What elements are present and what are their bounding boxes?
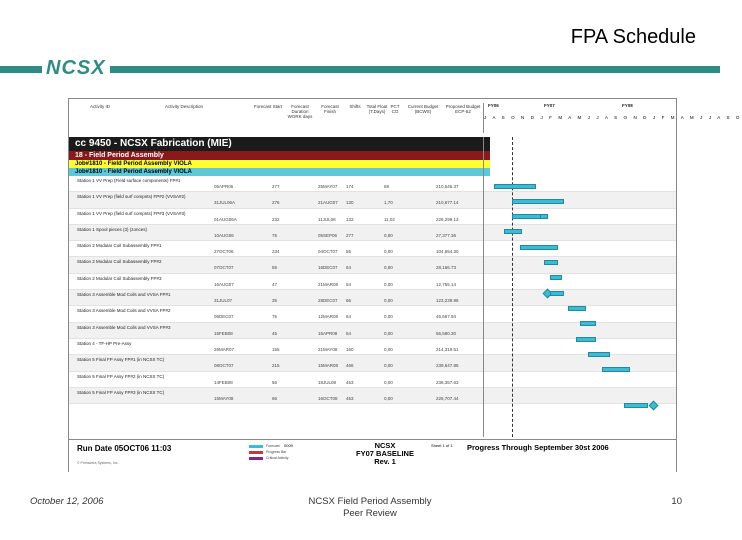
legend bbox=[249, 443, 289, 461]
row-dur: 232 bbox=[272, 216, 280, 222]
row-name: Station 2 Modular Coil Subassembly FP#2 bbox=[77, 259, 162, 265]
legend-critical: Critical Activity bbox=[249, 455, 289, 461]
row-name: Station 1 Spool pieces (3) (zonces) bbox=[77, 226, 148, 232]
row-pct: 1,70 bbox=[384, 200, 393, 206]
row-pct: 11,02 bbox=[384, 216, 395, 222]
band-job: Job#1810 - Field Period Assembly VIOLA bbox=[69, 160, 490, 168]
footer-center-line2: Peer Review bbox=[343, 508, 397, 519]
schedule-footer bbox=[69, 439, 676, 472]
baseline-title: NCSX FY07 BASELINE Rev. 1 bbox=[356, 441, 414, 466]
row-name: Station 2 Modular Coil Subassembly FP#3 bbox=[77, 275, 162, 281]
row-start: 31JUL07 bbox=[214, 298, 233, 304]
schedule-image bbox=[68, 98, 742, 472]
row-values bbox=[214, 282, 456, 287]
row-finish: 16OCT08 bbox=[318, 395, 338, 401]
gantt-bar-2 bbox=[512, 199, 564, 204]
row-finish: 21MAY08 bbox=[318, 346, 338, 352]
gantt-milestone-14 bbox=[649, 401, 659, 411]
row-name: Station 2 Modular Coil Subassembly FP#1 bbox=[77, 243, 162, 249]
row-pct: 0,00 bbox=[384, 379, 393, 385]
row-dur: 75 bbox=[272, 314, 278, 320]
row-start: 10AUG06 bbox=[214, 232, 234, 238]
row-float: 130 bbox=[346, 200, 354, 206]
row-dur: 55 bbox=[272, 265, 278, 271]
row-float: 174 bbox=[346, 184, 354, 189]
row-start: 14FEB08 bbox=[214, 379, 233, 385]
band-fpa: 18 - Field Period Assembly bbox=[69, 151, 490, 160]
row-finish: 04OCT07 bbox=[318, 249, 338, 255]
slide-title: FPA Schedule bbox=[570, 26, 696, 48]
row-finish: 15MAR08 bbox=[318, 363, 339, 369]
row-dur: 66 bbox=[272, 395, 278, 401]
row-budget: 239,647.85 bbox=[436, 363, 459, 369]
row-float: 453 bbox=[346, 395, 354, 401]
row-start: 01AUG06A bbox=[214, 216, 237, 222]
gantt-bar-14 bbox=[624, 403, 648, 408]
run-date: Run Date 05OCT06 11:03 bbox=[77, 444, 172, 453]
row-values bbox=[214, 347, 459, 352]
row-finish: 11JUL08 bbox=[318, 216, 336, 222]
month-row: J A S O N D J F M A M J J A S O N D J F M A M J J A S O bbox=[484, 115, 742, 120]
row-values bbox=[214, 298, 459, 303]
footer-center-line1: NCSX Field Period Assembly bbox=[308, 496, 432, 507]
col-forecast-finish: Forecast Finish bbox=[321, 104, 339, 114]
row-name: Station 5 Final FP Assy FP#3 (in NCSX TC) bbox=[77, 389, 165, 395]
col-activity-desc: Activity Description bbox=[164, 104, 203, 109]
row-dur: 215 bbox=[272, 363, 280, 369]
ncsx-logo: NCSX bbox=[42, 58, 110, 78]
gantt-bar-13 bbox=[602, 367, 630, 372]
row-pct: 0,00 bbox=[384, 265, 393, 271]
col-forecast-start: Forecast Start bbox=[253, 104, 283, 109]
row-finish: 21MAR08 bbox=[318, 281, 339, 287]
row-pct: 0,00 bbox=[384, 330, 393, 336]
row-values bbox=[214, 314, 456, 319]
row-float: 54 bbox=[346, 281, 352, 287]
row-float: 54 bbox=[346, 330, 352, 336]
row-values bbox=[214, 331, 456, 336]
row-name: Station 5 Final FP Assy FP#1 (in NCSX TC) bbox=[77, 357, 165, 363]
row-dur: 75 bbox=[272, 232, 278, 238]
gantt-bar-5 bbox=[520, 245, 558, 250]
row-values bbox=[214, 200, 459, 205]
row-values bbox=[214, 217, 459, 222]
col-forecast-dur: Forecast Duration WORK days bbox=[287, 104, 313, 119]
row-values bbox=[214, 249, 459, 254]
row-name: Station 1 VV Prep (Field surface components) FP#1 bbox=[77, 178, 181, 183]
page-number: 10 bbox=[671, 496, 682, 507]
band-cost-center: cc 9450 - NCSX Fabrication (MIE) bbox=[69, 137, 490, 151]
col-total-float: Total Float (T.Days) bbox=[366, 104, 388, 114]
row-finish: 25MAY07 bbox=[318, 184, 338, 189]
band-job-sub: Job#1810 - Field Period Assembly VIOLA bbox=[69, 168, 490, 176]
data-date-line bbox=[512, 137, 513, 437]
schedule-header bbox=[69, 99, 742, 137]
fy06-label: FY06 bbox=[488, 103, 499, 108]
col-pct: PCT CO bbox=[390, 104, 400, 114]
row-pct: 0,00 bbox=[384, 314, 393, 320]
row-budget: 27,377.36 bbox=[436, 232, 457, 238]
row-float: 277 bbox=[346, 232, 354, 238]
row-dur: 45 bbox=[272, 330, 278, 336]
sheet-number: Sheet 1 of 1 bbox=[431, 443, 453, 448]
row-pct: 0,00 bbox=[384, 249, 393, 255]
row-budget: 210,546.37 bbox=[436, 184, 459, 189]
row-start: 05APR06 bbox=[214, 184, 234, 189]
row-float: 132 bbox=[346, 216, 354, 222]
row-float: 160 bbox=[346, 346, 354, 352]
row-pct: 0,00 bbox=[384, 346, 393, 352]
gantt-bar-10 bbox=[580, 321, 596, 326]
row-dur: 277 bbox=[272, 184, 280, 189]
row-name: Station 3 Assemble Mod Coils and VVSA FP#3 bbox=[77, 324, 171, 330]
row-name: Station 3 Assemble Mod Coils and VVSA FP#2 bbox=[77, 308, 171, 314]
row-finish: 21AUG07 bbox=[318, 200, 338, 206]
row-budget: 214,319.51 bbox=[436, 346, 459, 352]
row-float: 64 bbox=[346, 314, 352, 320]
row-values bbox=[214, 380, 459, 385]
row-dur: 56 bbox=[272, 379, 278, 385]
row-budget: 45,667.94 bbox=[436, 314, 457, 320]
gantt-bar-11 bbox=[576, 337, 596, 342]
row-pct: 68 bbox=[384, 184, 390, 189]
row-start: 31JUL06A bbox=[214, 200, 236, 206]
legend-progress: Progress Bar bbox=[249, 449, 289, 455]
gantt-bar-9 bbox=[568, 306, 586, 311]
fy08-label: FY08 bbox=[622, 103, 633, 108]
row-finish: 12MAR08 bbox=[318, 314, 339, 320]
gantt-bar-12 bbox=[588, 352, 610, 357]
row-values bbox=[214, 363, 459, 368]
fy07-label: FY07 bbox=[544, 103, 555, 108]
row-budget: 28,166.73 bbox=[436, 265, 457, 271]
gantt-bar-7 bbox=[550, 275, 562, 280]
gantt-bar-6 bbox=[544, 260, 558, 265]
row-pct: 0,00 bbox=[384, 298, 393, 304]
row-values bbox=[214, 184, 459, 189]
row-finish: 16DEC07 bbox=[318, 265, 338, 271]
row-start: 05DEC07 bbox=[214, 314, 234, 320]
footer-center bbox=[270, 496, 470, 520]
gantt-area bbox=[483, 137, 676, 437]
copyright: © Primavera Systems, Inc. bbox=[77, 461, 119, 465]
row-start: 07OCT07 bbox=[214, 265, 234, 271]
row-budget: 56,580.30 bbox=[436, 330, 457, 336]
row-pct: 0,00 bbox=[384, 363, 393, 369]
row-start: 15MAY08 bbox=[214, 395, 234, 401]
row-name: Station 1 VV Prep (field surf compnts) FP#3 (VVSA#3) bbox=[77, 210, 186, 216]
gantt-bar-1 bbox=[494, 184, 536, 189]
gantt-bar-8 bbox=[550, 291, 564, 296]
row-finish: 05SEP06 bbox=[318, 232, 338, 238]
progress-through: Progress Through September 30st 2006 bbox=[467, 443, 609, 452]
row-dur: 47 bbox=[272, 281, 278, 287]
col-proposed-budget: Proposed Budget ECP-52 bbox=[445, 104, 481, 114]
row-values bbox=[214, 265, 456, 270]
legend-forecast: Forecast bbox=[249, 443, 289, 449]
row-pct: 0,00 bbox=[384, 281, 393, 287]
row-float: 55 bbox=[346, 249, 352, 255]
sheet-number-left: 0009 bbox=[284, 443, 293, 448]
row-name: Station 5 Final FP Assy FP#2 (in NCSX TC) bbox=[77, 373, 165, 379]
row-budget: 12,755.14 bbox=[436, 281, 457, 287]
footer-date: October 12, 2006 bbox=[30, 496, 104, 507]
row-start: 26MAR07 bbox=[214, 346, 235, 352]
row-dur: 234 bbox=[272, 249, 280, 255]
col-current-budget: Current Budget (BCWS) bbox=[407, 104, 439, 114]
row-name: Station 4 - TF-HP Pre-Assy bbox=[77, 340, 132, 346]
row-float: 453 bbox=[346, 379, 354, 385]
col-shifts: Shifts bbox=[349, 104, 361, 109]
row-float: 66 bbox=[346, 298, 352, 304]
row-finish: 18JUL08 bbox=[318, 379, 337, 385]
row-start: 15FEB08 bbox=[214, 330, 233, 336]
row-budget: 210,677.14 bbox=[436, 200, 459, 206]
timeline-header bbox=[483, 103, 742, 133]
row-pct: 0,00 bbox=[384, 232, 393, 238]
row-budget: 226,299.13 bbox=[436, 216, 459, 222]
row-dur: 276 bbox=[272, 200, 280, 206]
row-budget: 236,357.63 bbox=[436, 379, 459, 385]
row-finish: 15APR08 bbox=[318, 330, 338, 336]
row-name: Station 3 Assemble Mod Coils and VVSA FP#1 bbox=[77, 292, 171, 298]
row-dur: 155 bbox=[272, 346, 280, 352]
row-name: Station 1 VV Prep (field surf compnts) FP#2 (VVSA#2) bbox=[77, 194, 186, 200]
row-start: 16AUG07 bbox=[214, 281, 234, 287]
row-pct: 0,00 bbox=[384, 395, 393, 401]
row-values bbox=[214, 396, 459, 401]
gantt-bar-3b bbox=[540, 214, 548, 219]
row-budget: 226,707.44 bbox=[436, 395, 459, 401]
row-start: 27OCT06 bbox=[214, 249, 234, 255]
row-budget: 104,654.30 bbox=[436, 249, 459, 255]
gantt-bar-4 bbox=[504, 229, 522, 234]
row-float: 466 bbox=[346, 363, 354, 369]
row-dur: 35 bbox=[272, 298, 278, 304]
row-finish: 28DEC07 bbox=[318, 298, 338, 304]
row-values bbox=[214, 233, 456, 238]
row-start: 08OCT07 bbox=[214, 363, 234, 369]
row-float: 64 bbox=[346, 265, 352, 271]
row-budget: 123,239.96 bbox=[436, 298, 459, 304]
col-activity-id: Activity ID bbox=[89, 104, 110, 109]
